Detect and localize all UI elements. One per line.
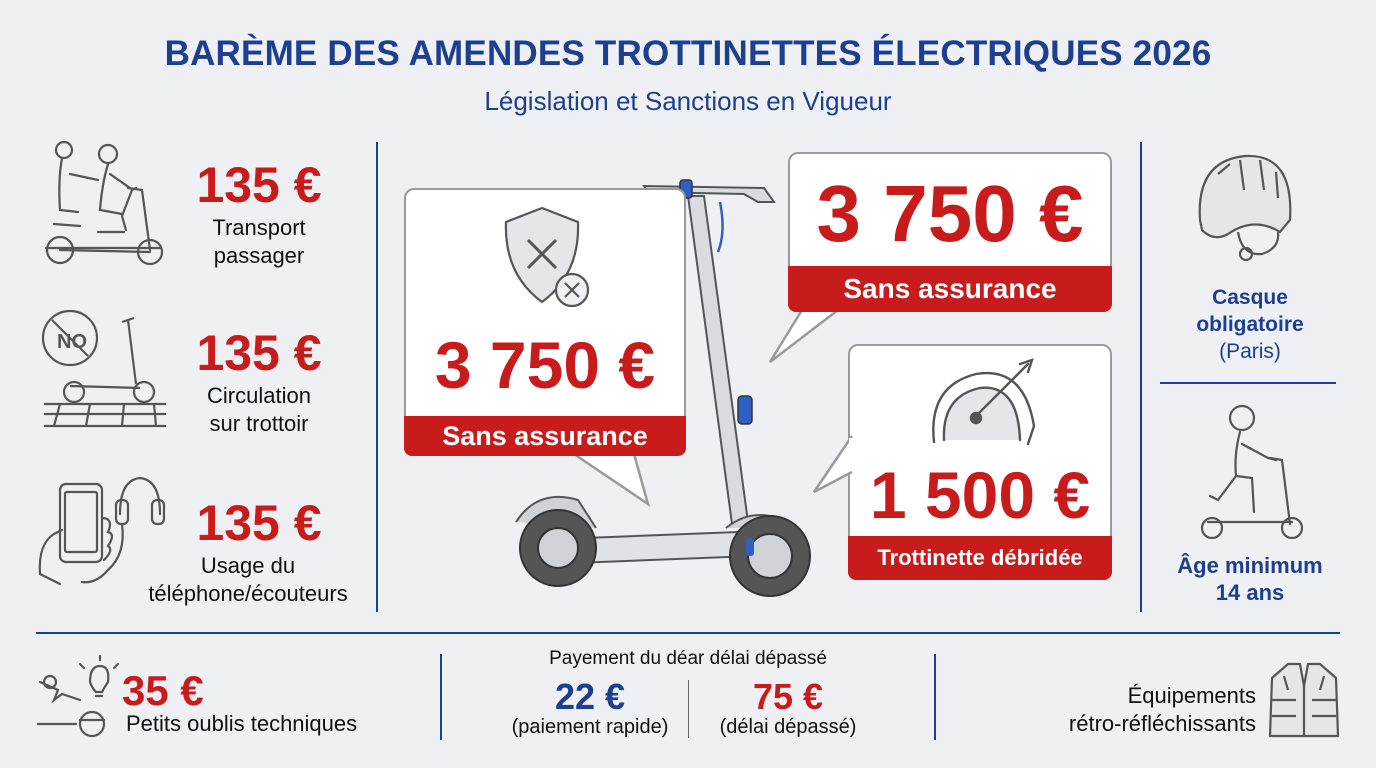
divider-bottom <box>36 632 1340 634</box>
divider-bottom-1 <box>440 654 442 740</box>
equipment-rule-line1: Équipements <box>1127 683 1256 708</box>
svg-text:NO: NO <box>57 331 87 353</box>
equipment-rule <box>996 682 1256 738</box>
bubble-pointer-left <box>572 452 662 512</box>
fine-sidewalk-label <box>184 382 334 438</box>
payment-late-label: (délai dépassé) <box>719 716 857 738</box>
age-rule-line2: 14 ans <box>1215 580 1285 605</box>
fine-passenger-label-line2: passager <box>213 243 305 268</box>
no-insurance-left-label: Sans assurance <box>404 416 686 456</box>
age-rule <box>1150 552 1350 606</box>
helmet-icon <box>1194 150 1296 268</box>
helmet-rule <box>1150 284 1350 365</box>
page-subtitle: Législation et Sanctions en Vigueur <box>484 86 892 116</box>
age-rule-line1: Âge minimum <box>1177 553 1323 578</box>
fine-phone-label-line2: téléphone/écouteurs <box>148 581 348 606</box>
small-fine-amount: 35 € <box>122 667 204 714</box>
reflective-vest-icon <box>1264 660 1344 740</box>
bubble-pointer-right <box>766 308 846 368</box>
payment-late-amount: 75 € <box>752 676 824 717</box>
fine-passenger-amount: 135 € <box>196 157 322 213</box>
divider-left <box>376 142 378 612</box>
no-sidewalk-icon <box>40 308 170 436</box>
fine-sidewalk-label-line1: Circulation <box>207 383 311 408</box>
speedometer-icon <box>924 356 1044 452</box>
divider-right-inner <box>1160 382 1336 384</box>
no-insurance-left-amount: 3 750 € <box>434 328 656 402</box>
divider-bottom-2 <box>934 654 936 740</box>
no-insurance-right-label: Sans assurance <box>788 266 1112 312</box>
page-title: BARÈME DES AMENDES TROTTINETTES ÉLECTRIQUES 2026 <box>164 34 1212 73</box>
helmet-rule-line3: (Paris) <box>1219 340 1281 363</box>
divider-right <box>1140 142 1142 612</box>
fine-passenger-label <box>184 214 334 270</box>
fine-phone-label-line1: Usage du <box>200 553 296 578</box>
passenger-scooter-icon <box>40 140 170 272</box>
small-fine-label: Petits oublis techniques <box>126 711 358 736</box>
tools-bulb-icon <box>36 660 116 740</box>
helmet-rule-line1: Casque <box>1212 286 1288 309</box>
payment-heading: Payement du déar délai dépassé <box>549 648 827 669</box>
fine-sidewalk-label-line2: sur trottoir <box>209 411 309 436</box>
no-insurance-right-amount: 3 750 € <box>816 169 1084 258</box>
helmet-rule-line2: obligatoire <box>1196 313 1304 336</box>
fine-phone-amount: 135 € <box>196 495 322 551</box>
shield-cross-icon <box>498 204 594 308</box>
unbridled-amount: 1 500 € <box>869 458 1091 532</box>
unbridled-label: Trottinette débridée <box>848 536 1112 580</box>
payment-fast-amount: 22 € <box>554 676 626 717</box>
fine-phone-label <box>128 552 368 608</box>
child-scooter-icon <box>1196 404 1302 544</box>
equipment-rule-line2: rétro-réfléchissants <box>1068 711 1256 736</box>
fine-sidewalk-amount: 135 € <box>196 325 322 381</box>
fine-passenger-label-line1: Transport <box>212 215 306 240</box>
payment-fast-label: (paiement rapide) <box>511 716 669 738</box>
